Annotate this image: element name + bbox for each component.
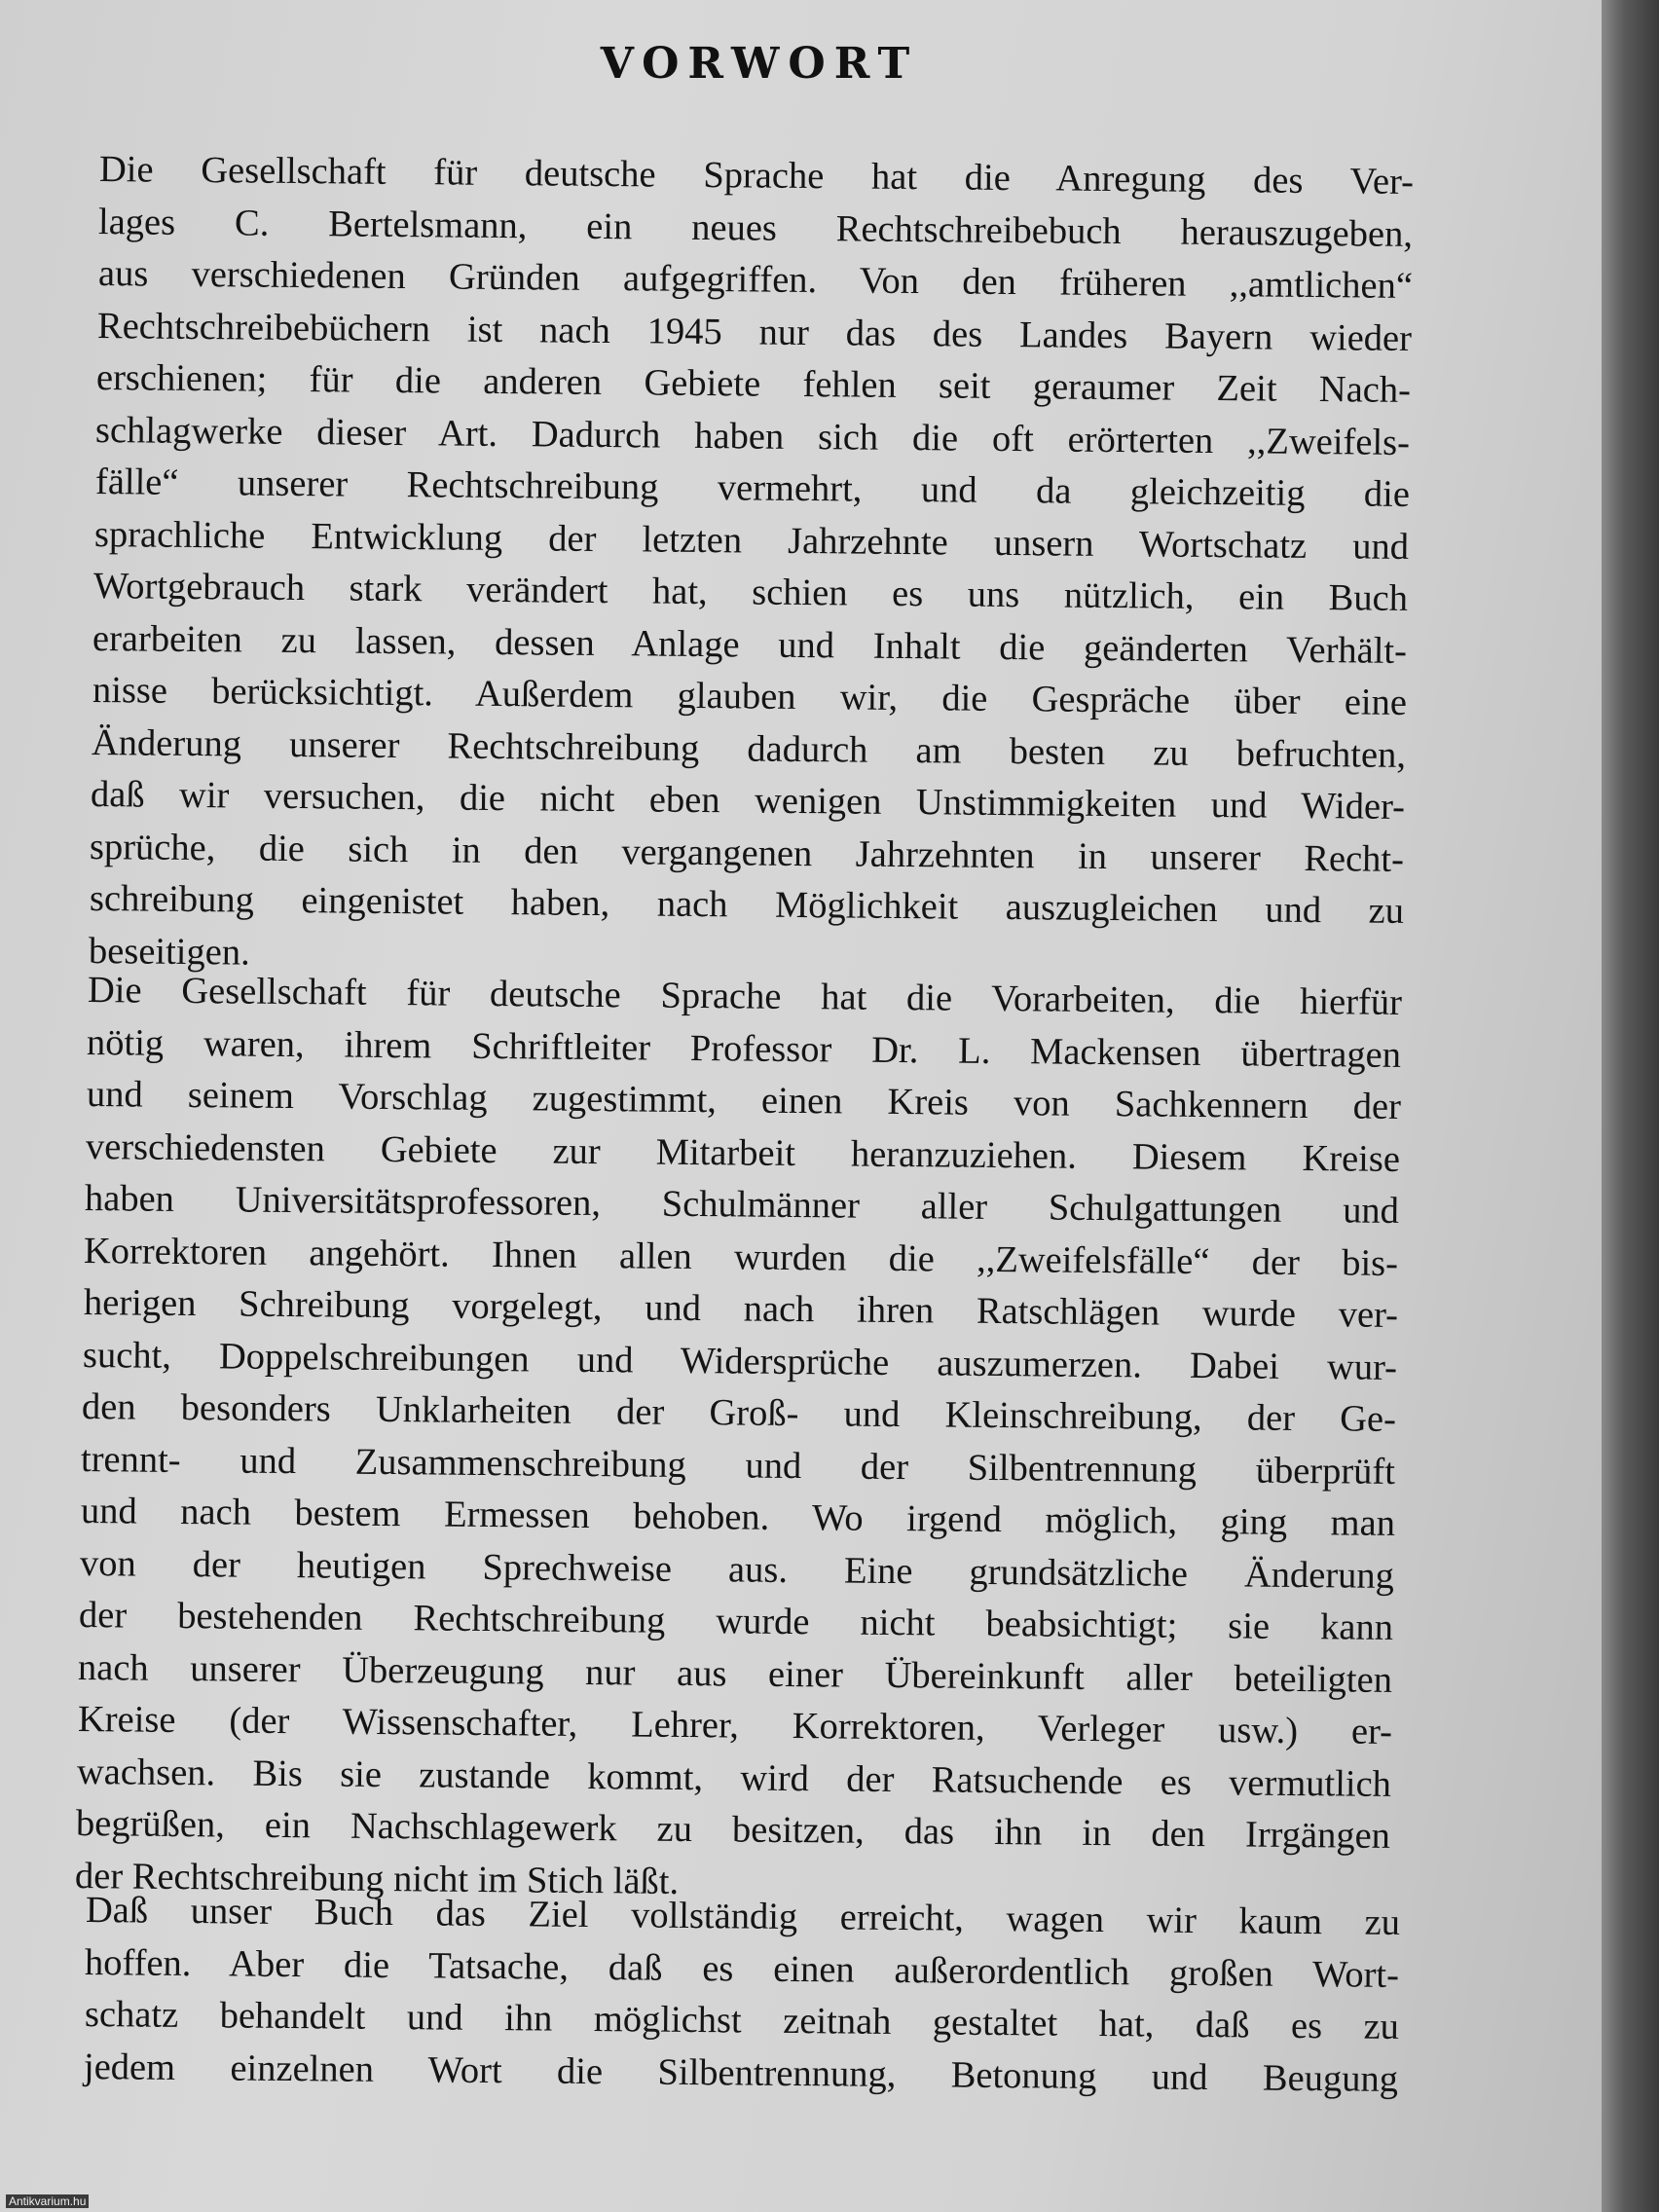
text-line: Korrektoren angehört. Ihnen allen wurden die ,,Zweifelsfälle“ der bis- bbox=[84, 1230, 1399, 1284]
text-line: schlagwerke dieser Art. Dadurch haben sich die oft erörterten ,,Zweifels- bbox=[95, 409, 1411, 463]
watermark: Antikvarium.hu bbox=[6, 2194, 89, 2208]
text-line: und nach bestem Ermessen behoben. Wo irgend möglich, ging man bbox=[80, 1491, 1395, 1544]
text-line: haben Universitätsprofessoren, Schulmänner aller Schulgattungen und bbox=[84, 1178, 1400, 1232]
text-line: Kreise (der Wissenschafter, Lehrer, Korrektoren, Verleger usw.) er- bbox=[77, 1699, 1392, 1752]
text-line: begrüßen, ein Nachschlagewerk zu besitzen, das ihn in den Irrgängen bbox=[75, 1803, 1391, 1857]
text-line: der bestehenden Rechtschreibung wurde nicht beabsichtigt; sie kann bbox=[78, 1595, 1394, 1648]
text-line: beseitigen. bbox=[88, 930, 250, 974]
text-line: sprüche, die sich in den vergangenen Jahrzehnten in unserer Recht- bbox=[90, 826, 1405, 880]
text-line: daß wir versuchen, die nicht eben wenigen Unstimmigkeiten und Wider- bbox=[90, 774, 1406, 828]
text-line: der Rechtschreibung nicht im Stich läßt. bbox=[75, 1855, 680, 1902]
text-line: schatz behandelt und ihn möglichst zeitnah gestaltet hat, daß es zu bbox=[84, 1994, 1399, 2047]
text-line: Die Gesellschaft für deutsche Sprache hat die Anregung des Ver- bbox=[98, 149, 1415, 203]
text-line: von der heutigen Sprechweise aus. Eine grundsätzliche Änderung bbox=[79, 1542, 1394, 1597]
text-line: Änderung unserer Rechtschreibung dadurch am besten zu befruchten, bbox=[91, 721, 1406, 776]
text-line: erschienen; für die anderen Gebiete fehlen seit geraumer Zeit Nach- bbox=[95, 357, 1412, 411]
text-line: Wortgebrauch stark verändert hat, schien es uns nützlich, ein Buch bbox=[92, 566, 1409, 619]
page-heading: VORWORT bbox=[600, 39, 919, 89]
text-line: sprachliche Entwicklung der letzten Jahrzehnte unsern Wortschatz und bbox=[93, 513, 1409, 568]
text-line: fälle“ unserer Rechtschreibung vermehrt, und da gleichzeitig die bbox=[94, 461, 1410, 515]
text-line: Die Gesellschaft für deutsche Sprache hat die Vorarbeiten, die hierfür bbox=[87, 970, 1403, 1023]
text-line: jedem einzelnen Wort die Silbentrennung, Betonung und Beugung bbox=[83, 2046, 1398, 2100]
text-line: lages C. Bertelsmann, ein neues Rechtschreibebuch herauszugeben, bbox=[98, 201, 1414, 255]
text-line: aus verschiedenen Gründen aufgegriffen. Von den früheren ,,amtlichen“ bbox=[97, 253, 1413, 307]
text-line: erarbeiten zu lassen, dessen Anlage und Inhalt die geänderten Verhält- bbox=[92, 617, 1408, 672]
text-line: verschiedensten Gebiete zur Mitarbeit heranzuziehen. Diesem Kreise bbox=[85, 1125, 1400, 1180]
text-line: nötig waren, ihrem Schriftleiter Professor Dr. L. Mackensen übertragen bbox=[87, 1021, 1402, 1076]
text-line: schreibung eingenistet haben, nach Möglichkeit auszugleichen und zu bbox=[89, 878, 1404, 932]
text-line: und seinem Vorschlag zugestimmt, einen Kreis von Sachkennern der bbox=[86, 1074, 1401, 1127]
text-line: nisse berücksichtigt. Außerdem glauben wir, die Gespräche über eine bbox=[92, 670, 1407, 723]
text-line: Rechtschreibebüchern ist nach 1945 nur das des Landes Bayern wieder bbox=[96, 305, 1412, 359]
text-line: Daß unser Buch das Ziel vollständig erreicht, wagen wir kaum zu bbox=[85, 1890, 1401, 1943]
text-line: den besonders Unklarheiten der Groß- und Kleinschreibung, der Ge- bbox=[81, 1386, 1397, 1440]
text-line: herigen Schreibung vorgelegt, und nach ihren Ratschlägen wurde ver- bbox=[83, 1282, 1398, 1336]
text-line: nach unserer Überzeugung nur aus einer Übereinkunft aller beteiligten bbox=[78, 1646, 1393, 1701]
page-edge-shadow bbox=[1602, 0, 1659, 2212]
text-line: sucht, Doppelschreibungen und Widersprüche auszumerzen. Dabei wur- bbox=[82, 1334, 1397, 1388]
text-line: trennt- und Zusammenschreibung und der Silbentrennung überprüft bbox=[81, 1438, 1396, 1493]
text-line: hoffen. Aber die Tatsache, daß es einen außerordentlich großen Wort- bbox=[85, 1941, 1400, 1996]
text-line: wachsen. Bis sie zustande kommt, wird der Ratsuchende es vermutlich bbox=[76, 1751, 1391, 1805]
